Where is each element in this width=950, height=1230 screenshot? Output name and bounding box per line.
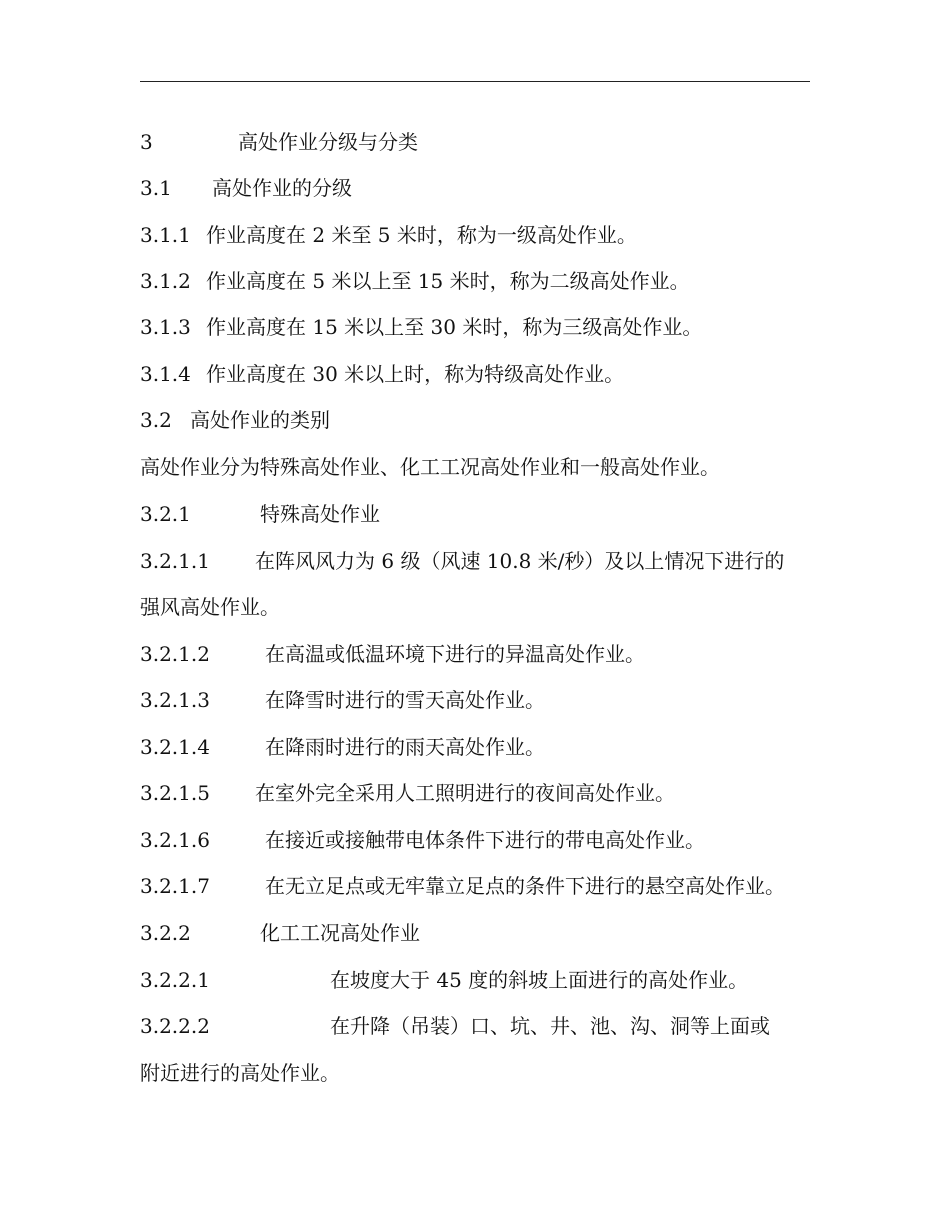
section-number: 3.1.3: [140, 315, 191, 339]
section-number: 3.2.1.5: [140, 781, 210, 805]
paragraph-text: 强风高处作业。: [140, 595, 280, 619]
section-text: 在室外完全采用人工照明进行的夜间高处作业。: [255, 781, 675, 805]
section-text: 作业高度在 5 米以上至 15 米时，称为二级高处作业。: [206, 269, 690, 293]
section-number: 3.1.2: [140, 269, 191, 293]
section-number: 3: [140, 130, 153, 154]
section-text: 在高温或低温环境下进行的异温高处作业。: [265, 642, 645, 666]
section-text: 高处作业的分级: [212, 176, 352, 200]
section-text: 化工工况高处作业: [260, 921, 420, 945]
header-rule: [140, 81, 810, 82]
section-number: 3.2.1: [140, 502, 191, 526]
paragraph-text: 附近进行的高处作业。: [140, 1061, 340, 1085]
section-number: 3.2.1.4: [140, 735, 210, 759]
section-text: 在升降（吊装）口、坑、井、池、沟、洞等上面或: [330, 1014, 770, 1038]
section-number: 3.2.1.1: [140, 549, 210, 573]
section-text: 在降雪时进行的雪天高处作业。: [265, 688, 545, 712]
section-text: 在接近或接触带电体条件下进行的带电高处作业。: [265, 828, 705, 852]
section-text: 高处作业的类别: [190, 408, 330, 432]
section-number: 3.2.1.3: [140, 688, 210, 712]
section-text: 在阵风风力为 6 级（风速 10.8 米/秒）及以上情况下进行的: [255, 549, 785, 573]
section-number: 3.1.4: [140, 362, 191, 386]
section-number: 3.2.1.7: [140, 874, 210, 898]
section-number: 3.1.1: [140, 223, 191, 247]
section-number: 3.2.2.2: [140, 1014, 210, 1038]
section-number: 3.2.1.2: [140, 642, 210, 666]
section-text: 高处作业分级与分类: [238, 130, 418, 154]
section-text: 作业高度在 2 米至 5 米时，称为一级高处作业。: [206, 223, 637, 247]
section-number: 3.2.1.6: [140, 828, 210, 852]
section-number: 3.2.2.1: [140, 968, 210, 992]
section-number: 3.2: [140, 408, 172, 432]
section-text: 作业高度在 30 米以上时，称为特级高处作业。: [206, 362, 625, 386]
section-text: 作业高度在 15 米以上至 30 米时，称为三级高处作业。: [206, 315, 703, 339]
section-number: 3.2.2: [140, 921, 191, 945]
paragraph-text: 高处作业分为特殊高处作业、化工工况高处作业和一般高处作业。: [140, 455, 720, 479]
section-text: 在坡度大于 45 度的斜坡上面进行的高处作业。: [330, 968, 749, 992]
section-text: 在降雨时进行的雨天高处作业。: [265, 735, 545, 759]
section-text: 特殊高处作业: [260, 502, 380, 526]
section-text: 在无立足点或无牢靠立足点的条件下进行的悬空高处作业。: [265, 874, 785, 898]
section-number: 3.1: [140, 176, 172, 200]
